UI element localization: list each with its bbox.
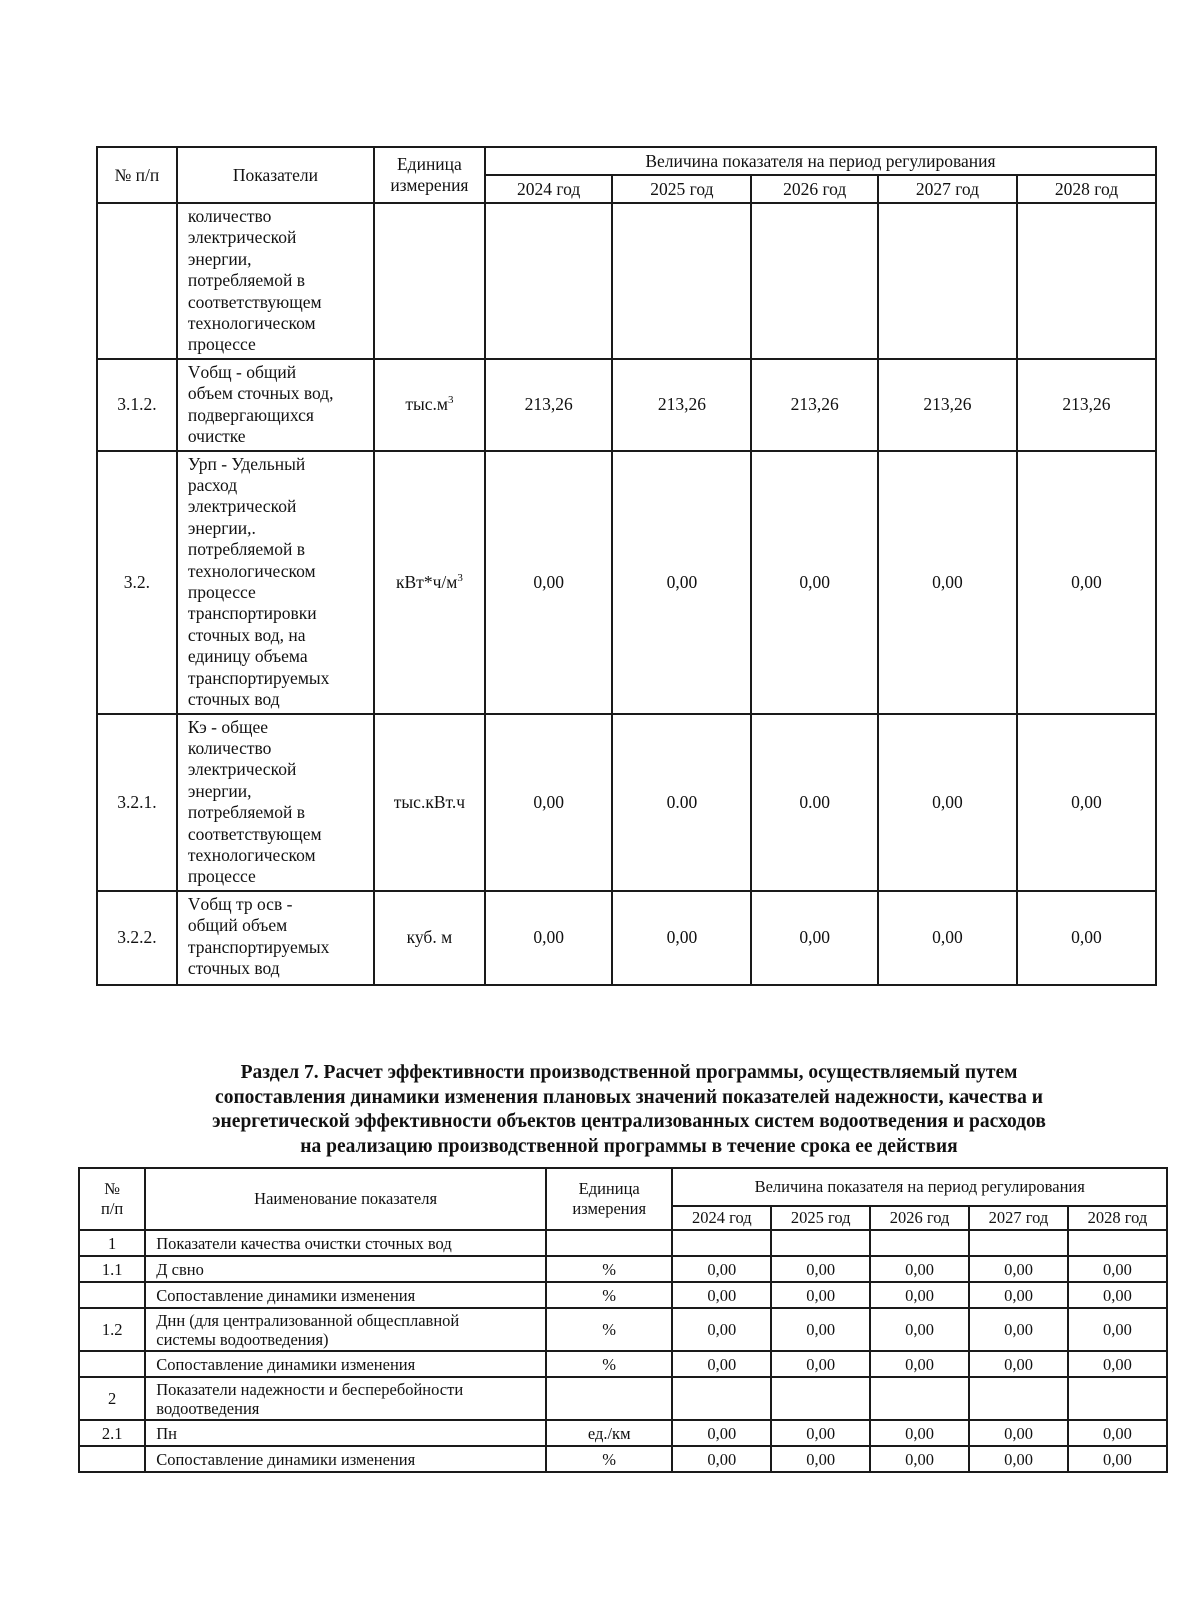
row-unit xyxy=(374,203,485,359)
name-line: подвергающихся xyxy=(187,404,314,425)
table-row xyxy=(97,359,1156,451)
row-num xyxy=(97,203,177,359)
table-row xyxy=(79,1377,1167,1420)
row-num: 3.1.2. xyxy=(97,359,177,451)
year-value: 0,00 xyxy=(771,1308,870,1351)
heading-line: Раздел 7. Расчет эффективности производственной программы, осуществляемый путем xyxy=(240,1062,1018,1083)
year-value: 0,00 xyxy=(612,891,751,985)
header-num: № п/п xyxy=(97,147,177,203)
year-value: 0,00 xyxy=(751,891,878,985)
table-row xyxy=(79,1230,1167,1256)
name-line: технологическом xyxy=(187,844,316,865)
row-num: 2 xyxy=(79,1377,145,1420)
row-num: 2.1 xyxy=(79,1420,145,1446)
year-value: 0,00 xyxy=(1068,1308,1167,1351)
header-year: 2027 год xyxy=(878,175,1017,203)
unit-text: тыс.м xyxy=(405,394,448,415)
year-value xyxy=(1017,203,1156,359)
year-value: 0,00 xyxy=(612,451,751,714)
unit-exponent: 3 xyxy=(457,571,463,584)
row-num: 3.2.2. xyxy=(97,891,177,985)
name-line: потребляемой в xyxy=(187,539,305,560)
name-line: технологическом xyxy=(187,560,316,581)
year-value: 0,00 xyxy=(870,1420,969,1446)
row-unit: ед./км xyxy=(546,1420,672,1446)
year-value: 0,00 xyxy=(1017,891,1156,985)
name-line: энергии,. xyxy=(187,517,256,538)
year-value: 0,00 xyxy=(1068,1282,1167,1308)
name-line: технологическом xyxy=(187,313,316,334)
row-indicator-name xyxy=(177,891,374,985)
name-line: водоотведения xyxy=(156,1398,260,1418)
row-indicator-name xyxy=(145,1256,546,1282)
year-value: 0,00 xyxy=(672,1256,771,1282)
header-period: Величина показателя на период регулирования xyxy=(672,1168,1167,1206)
name-line: транспортировки xyxy=(187,603,317,624)
name-line: Сопоставление динамики изменения xyxy=(156,1354,416,1374)
year-value: 0,00 xyxy=(771,1282,870,1308)
year-value: 0,00 xyxy=(1017,714,1156,891)
name-line: сточных вод, на xyxy=(187,624,306,645)
row-num xyxy=(79,1351,145,1377)
name-line: системы водоотведения) xyxy=(156,1329,329,1349)
year-value: 0,00 xyxy=(485,714,613,891)
year-value: 0,00 xyxy=(870,1256,969,1282)
name-line: Vобщ - общий xyxy=(187,362,297,382)
name-line: электрической xyxy=(187,759,297,780)
unit-exponent: 3 xyxy=(447,394,454,407)
year-value: 213,26 xyxy=(485,359,613,451)
year-value: 0,00 xyxy=(672,1282,771,1308)
row-indicator-name xyxy=(177,203,374,359)
header-year: 2028 год xyxy=(1017,175,1156,203)
row-num: 1 xyxy=(79,1230,145,1256)
row-num: 3.2.1. xyxy=(97,714,177,891)
row-unit xyxy=(374,451,485,714)
name-line: Пн xyxy=(156,1423,178,1443)
row-unit: % xyxy=(546,1308,672,1351)
year-value: 0,00 xyxy=(771,1351,870,1377)
name-line: Показатели надежности и бесперебойности xyxy=(156,1379,464,1399)
header-indicator-name: Наименование показателя xyxy=(145,1168,546,1230)
header-year: 2027 год xyxy=(969,1206,1068,1230)
year-value: 0,00 xyxy=(672,1308,771,1351)
name-line: энергии, xyxy=(187,780,252,801)
row-indicator-name xyxy=(145,1308,546,1351)
unit-text: кВт*ч/м xyxy=(396,571,458,592)
year-value xyxy=(672,1230,771,1256)
year-value: 0,00 xyxy=(485,451,613,714)
table-row xyxy=(79,1420,1167,1446)
section-7-heading xyxy=(100,1061,1158,1159)
year-value: 0,00 xyxy=(878,891,1017,985)
header-unit xyxy=(374,147,485,203)
row-unit xyxy=(546,1377,672,1420)
year-value: 0,00 xyxy=(672,1446,771,1472)
name-line: Кэ - общее xyxy=(187,716,269,737)
name-line: Днн (для централизованной общесплавной xyxy=(156,1310,460,1330)
year-value xyxy=(969,1377,1068,1420)
year-value: 0,00 xyxy=(771,1420,870,1446)
name-line: соответствующем xyxy=(187,291,322,312)
year-value: 213,26 xyxy=(1017,359,1156,451)
year-value xyxy=(870,1377,969,1420)
name-line: процессе xyxy=(187,582,256,603)
name-line: общий объем xyxy=(187,915,288,936)
header-num-line1: № xyxy=(104,1179,120,1198)
name-line: количество xyxy=(187,206,272,226)
header-indicators: Показатели xyxy=(177,147,374,203)
name-line: сточных вод xyxy=(187,689,280,710)
row-indicator-name xyxy=(177,714,374,891)
year-value: 0,00 xyxy=(672,1351,771,1377)
year-value: 0,00 xyxy=(870,1446,969,1472)
year-value: 0,00 xyxy=(1068,1446,1167,1472)
row-indicator-name xyxy=(145,1282,546,1308)
row-unit xyxy=(374,359,485,451)
year-value: 0,00 xyxy=(485,891,613,985)
header-year: 2025 год xyxy=(612,175,751,203)
name-line: единицу объема xyxy=(187,646,308,667)
row-unit: % xyxy=(546,1256,672,1282)
header-unit-line2: измерения xyxy=(390,175,469,195)
unit-text: тыс.кВт.ч xyxy=(393,791,466,812)
year-value: 213,26 xyxy=(878,359,1017,451)
name-line: потребляемой в xyxy=(187,270,305,291)
year-value: 0,00 xyxy=(751,451,878,714)
name-line: Урп - Удельный xyxy=(187,453,306,474)
name-line: очистке xyxy=(187,426,246,447)
header-year: 2024 год xyxy=(672,1206,771,1230)
row-num xyxy=(79,1282,145,1308)
header-num-line2: п/п xyxy=(101,1199,124,1218)
year-value xyxy=(1068,1230,1167,1256)
name-line: сточных вод xyxy=(187,957,280,978)
year-value: 0,00 xyxy=(672,1420,771,1446)
name-line: процессе xyxy=(187,334,256,355)
year-value xyxy=(969,1230,1068,1256)
indicators-table xyxy=(96,146,1157,986)
year-value xyxy=(612,203,751,359)
heading-line: сопоставления динамики изменения плановых значений показателей надежности, качества и xyxy=(215,1086,1043,1108)
year-value: 0.00 xyxy=(612,714,751,891)
header-year: 2028 год xyxy=(1068,1206,1167,1230)
name-line: транспортируемых xyxy=(187,936,330,957)
table-row xyxy=(79,1282,1167,1308)
row-unit: % xyxy=(546,1282,672,1308)
name-line: Vобщ тр осв - xyxy=(187,893,293,914)
row-indicator-name xyxy=(145,1446,546,1472)
header-year: 2026 год xyxy=(870,1206,969,1230)
table-row xyxy=(97,451,1156,714)
year-value: 0,00 xyxy=(1017,451,1156,714)
row-indicator-name xyxy=(145,1377,546,1420)
year-value: 0.00 xyxy=(751,714,878,891)
year-value xyxy=(771,1230,870,1256)
year-value xyxy=(771,1377,870,1420)
name-line: расход xyxy=(187,475,238,496)
table-row xyxy=(79,1256,1167,1282)
year-value: 0,00 xyxy=(969,1420,1068,1446)
year-value: 0,00 xyxy=(969,1351,1068,1377)
year-value: 213,26 xyxy=(751,359,878,451)
row-num: 1.1 xyxy=(79,1256,145,1282)
year-value: 0,00 xyxy=(1068,1351,1167,1377)
row-unit xyxy=(374,891,485,985)
header-unit-line1: Единица xyxy=(396,154,462,174)
table-row xyxy=(79,1308,1167,1351)
header-period: Величина показателя на период регулирования xyxy=(485,147,1156,175)
row-unit: % xyxy=(546,1446,672,1472)
name-line: соответствующем xyxy=(187,823,322,844)
header-unit-line1: Единица xyxy=(578,1179,640,1198)
name-line: Сопоставление динамики изменения xyxy=(156,1285,416,1305)
efficiency-table xyxy=(78,1167,1168,1473)
year-value: 0,00 xyxy=(870,1282,969,1308)
name-line: электрической xyxy=(187,227,297,248)
name-line: электрической xyxy=(187,496,297,517)
row-num: 1.2 xyxy=(79,1308,145,1351)
name-line: процессе xyxy=(187,866,256,887)
year-value: 0,00 xyxy=(969,1308,1068,1351)
year-value: 0,00 xyxy=(771,1256,870,1282)
year-value: 213,26 xyxy=(612,359,751,451)
row-indicator-name xyxy=(177,359,374,451)
header-unit-line2: измерения xyxy=(572,1199,647,1218)
year-value xyxy=(751,203,878,359)
unit-text: куб. м xyxy=(406,927,453,948)
row-indicator-name xyxy=(145,1230,546,1256)
row-indicator-name xyxy=(145,1351,546,1377)
header-unit xyxy=(546,1168,672,1230)
header-year: 2025 год xyxy=(771,1206,870,1230)
year-value xyxy=(878,203,1017,359)
row-indicator-name xyxy=(145,1420,546,1446)
year-value: 0,00 xyxy=(771,1446,870,1472)
heading-line: на реализацию производственной программы в течение срока ее действия xyxy=(300,1135,958,1157)
row-num xyxy=(79,1446,145,1472)
header-num xyxy=(79,1168,145,1230)
year-value: 0,00 xyxy=(878,451,1017,714)
year-value: 0,00 xyxy=(969,1256,1068,1282)
table-row xyxy=(79,1446,1167,1472)
row-unit xyxy=(546,1230,672,1256)
year-value: 0,00 xyxy=(870,1351,969,1377)
year-value: 0,00 xyxy=(969,1282,1068,1308)
heading-line: энергетической эффективности объектов централизованных систем водоотведения и расходов xyxy=(212,1111,1046,1133)
name-line: Д свно xyxy=(156,1259,204,1279)
year-value: 0,00 xyxy=(878,714,1017,891)
year-value xyxy=(485,203,613,359)
year-value xyxy=(1068,1377,1167,1420)
name-line: транспортируемых xyxy=(187,667,330,688)
year-value xyxy=(672,1377,771,1420)
table-row xyxy=(97,714,1156,891)
year-value: 0,00 xyxy=(969,1446,1068,1472)
row-indicator-name xyxy=(177,451,374,714)
row-unit xyxy=(374,714,485,891)
table-row xyxy=(79,1351,1167,1377)
name-line: объем сточных вод, xyxy=(187,383,334,404)
name-line: энергии, xyxy=(187,248,252,269)
year-value: 0,00 xyxy=(1068,1420,1167,1446)
year-value: 0,00 xyxy=(870,1308,969,1351)
header-year: 2026 год xyxy=(751,175,878,203)
name-line: количество xyxy=(187,737,272,758)
header-year: 2024 год xyxy=(485,175,613,203)
year-value xyxy=(870,1230,969,1256)
row-unit: % xyxy=(546,1351,672,1377)
year-value: 0,00 xyxy=(1068,1256,1167,1282)
name-line: Показатели качества очистки сточных вод xyxy=(156,1233,452,1253)
name-line: потребляемой в xyxy=(187,802,305,823)
name-line: Сопоставление динамики изменения xyxy=(156,1449,416,1469)
table-row xyxy=(97,891,1156,985)
table-row xyxy=(97,203,1156,359)
row-num: 3.2. xyxy=(97,451,177,714)
